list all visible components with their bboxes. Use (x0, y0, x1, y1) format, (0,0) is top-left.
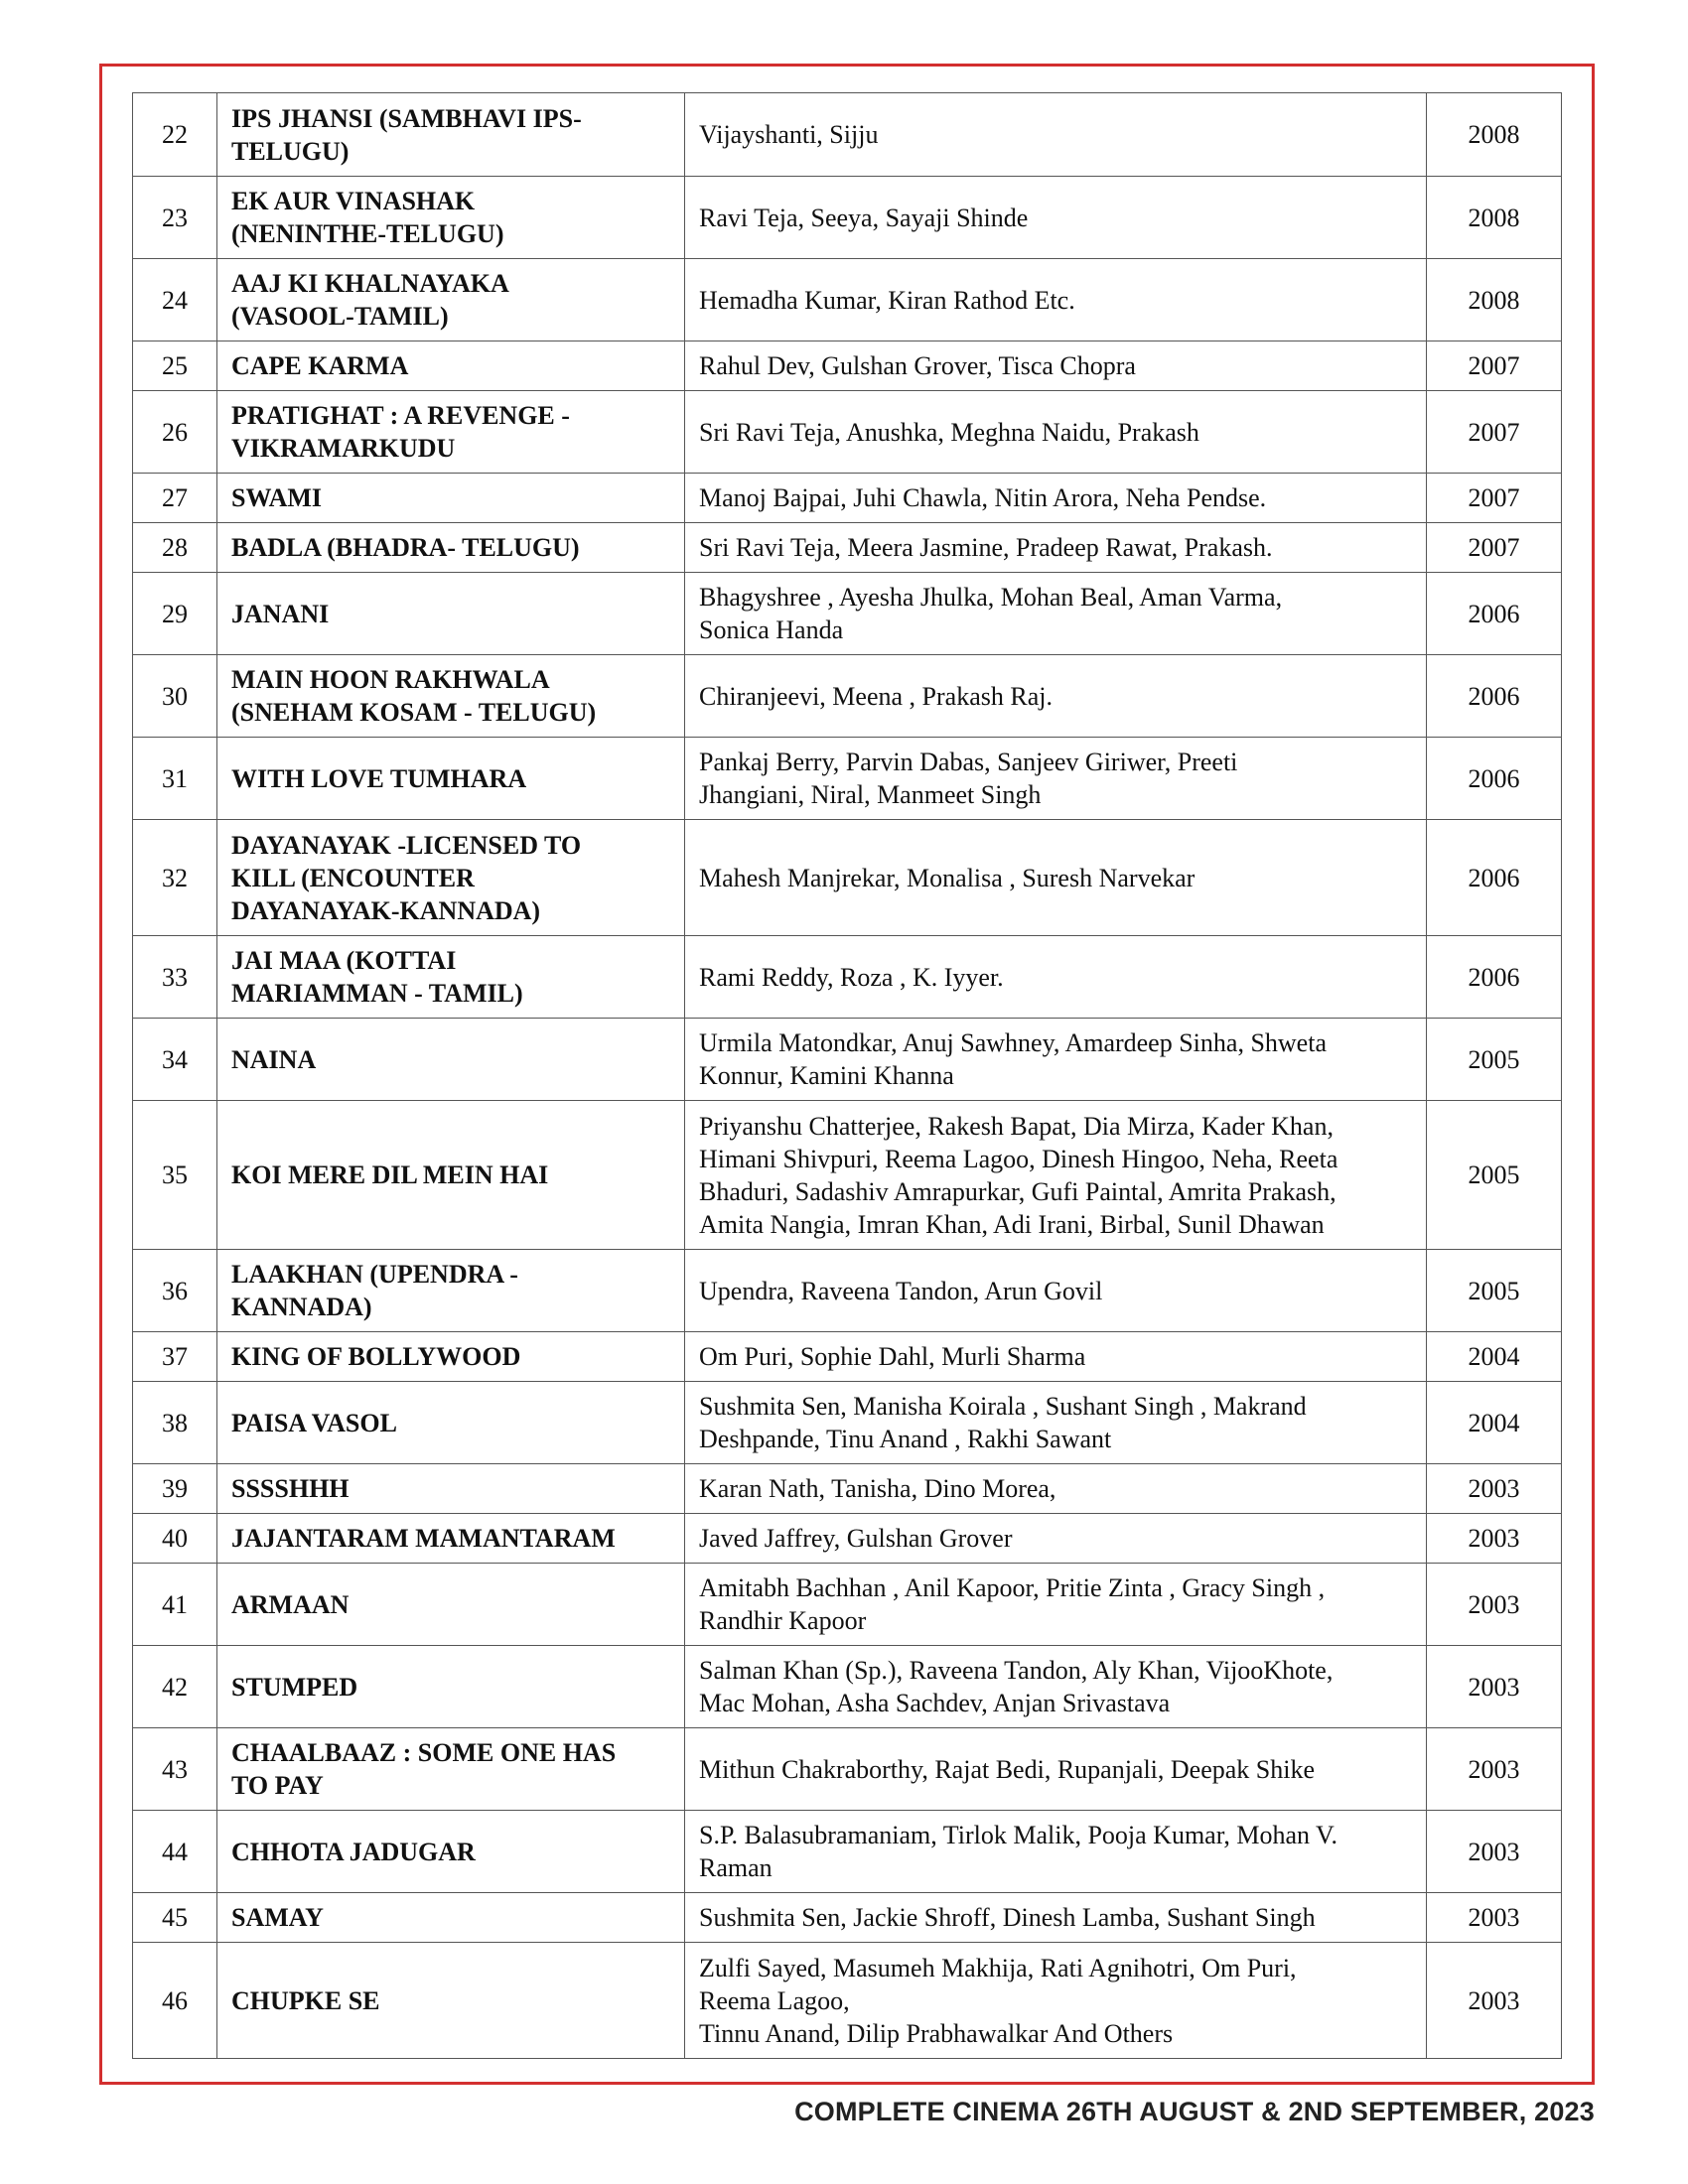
film-cast: Javed Jaffrey, Gulshan Grover (685, 1514, 1427, 1564)
film-title: LAAKHAN (UPENDRA - KANNADA) (217, 1250, 685, 1332)
table-row (133, 1893, 1562, 1943)
film-title: STUMPED (217, 1646, 685, 1728)
release-year: 2003 (1427, 1893, 1562, 1943)
table-row (133, 1646, 1562, 1728)
table-row (133, 573, 1562, 655)
film-title: PAISA VASOL (217, 1382, 685, 1464)
footer-publication: COMPLETE CINEMA 26TH AUGUST & 2ND SEPTEMBER, 2023 (794, 2097, 1595, 2126)
row-number: 43 (133, 1728, 217, 1811)
row-number: 41 (133, 1564, 217, 1646)
film-title: IPS JHANSI (SAMBHAVI IPS- TELUGU) (217, 93, 685, 177)
release-year: 2003 (1427, 1811, 1562, 1893)
table-row (133, 655, 1562, 738)
release-year: 2003 (1427, 1728, 1562, 1811)
table-row (133, 1332, 1562, 1382)
row-number: 42 (133, 1646, 217, 1728)
table-row (133, 1514, 1562, 1564)
table-row (133, 1564, 1562, 1646)
film-cast: Karan Nath, Tanisha, Dino Morea, (685, 1464, 1427, 1514)
film-title: CAPE KARMA (217, 341, 685, 391)
row-number: 39 (133, 1464, 217, 1514)
row-number: 28 (133, 523, 217, 573)
film-cast: Chiranjeevi, Meena , Prakash Raj. (685, 655, 1427, 738)
film-title: AAJ KI KHALNAYAKA (VASOOL-TAMIL) (217, 259, 685, 341)
film-title: WITH LOVE TUMHARA (217, 738, 685, 820)
film-cast: Salman Khan (Sp.), Raveena Tandon, Aly Khan, VijooKhote, Mac Mohan, Asha Sachdev, Anjan Srivastava (685, 1646, 1427, 1728)
table-row (133, 177, 1562, 259)
film-title: CHHOTA JADUGAR (217, 1811, 685, 1893)
row-number: 23 (133, 177, 217, 259)
film-cast: Upendra, Raveena Tandon, Arun Govil (685, 1250, 1427, 1332)
table-row (133, 1728, 1562, 1811)
film-title: JAJANTARAM MAMANTARAM (217, 1514, 685, 1564)
release-year: 2005 (1427, 1101, 1562, 1250)
row-number: 33 (133, 936, 217, 1019)
film-cast: Mahesh Manjrekar, Monalisa , Suresh Narvekar (685, 820, 1427, 936)
film-title: SWAMI (217, 474, 685, 523)
film-title: ARMAAN (217, 1564, 685, 1646)
film-title: KOI MERE DIL MEIN HAI (217, 1101, 685, 1250)
film-title: MAIN HOON RAKHWALA (SNEHAM KOSAM - TELUGU) (217, 655, 685, 738)
film-cast: Sri Ravi Teja, Anushka, Meghna Naidu, Prakash (685, 391, 1427, 474)
row-number: 40 (133, 1514, 217, 1564)
film-cast: Vijayshanti, Sijju (685, 93, 1427, 177)
row-number: 38 (133, 1382, 217, 1464)
row-number: 25 (133, 341, 217, 391)
row-number: 36 (133, 1250, 217, 1332)
table-row (133, 1943, 1562, 2059)
release-year: 2007 (1427, 474, 1562, 523)
release-year: 2007 (1427, 391, 1562, 474)
row-number: 45 (133, 1893, 217, 1943)
film-title: BADLA (BHADRA- TELUGU) (217, 523, 685, 573)
release-year: 2006 (1427, 820, 1562, 936)
table-row (133, 936, 1562, 1019)
film-cast: Priyanshu Chatterjee, Rakesh Bapat, Dia Mirza, Kader Khan, Himani Shivpuri, Reema Lagoo, Dinesh Hingoo, Neha, Reeta Bhaduri, Sadashiv Amrapurkar, Gufi Paintal, Amrita Prakash, Amita Nangia, Imran Khan, Adi Irani, Birbal, Sunil Dhawan (685, 1101, 1427, 1250)
film-cast: Rami Reddy, Roza , K. Iyyer. (685, 936, 1427, 1019)
film-cast: Om Puri, Sophie Dahl, Murli Sharma (685, 1332, 1427, 1382)
film-cast: Pankaj Berry, Parvin Dabas, Sanjeev Giriwer, Preeti Jhangiani, Niral, Manmeet Singh (685, 738, 1427, 820)
table-row (133, 1250, 1562, 1332)
film-cast: Urmila Matondkar, Anuj Sawhney, Amardeep Sinha, Shweta Konnur, Kamini Khanna (685, 1019, 1427, 1101)
release-year: 2003 (1427, 1564, 1562, 1646)
film-title: SAMAY (217, 1893, 685, 1943)
film-title: CHAALBAAZ : SOME ONE HAS TO PAY (217, 1728, 685, 1811)
release-year: 2003 (1427, 1464, 1562, 1514)
film-cast: Sushmita Sen, Manisha Koirala , Sushant Singh , Makrand Deshpande, Tinu Anand , Rakhi Sawant (685, 1382, 1427, 1464)
film-cast: Ravi Teja, Seeya, Sayaji Shinde (685, 177, 1427, 259)
row-number: 30 (133, 655, 217, 738)
row-number: 46 (133, 1943, 217, 2059)
row-number: 24 (133, 259, 217, 341)
row-number: 35 (133, 1101, 217, 1250)
table-row (133, 1464, 1562, 1514)
release-year: 2006 (1427, 738, 1562, 820)
film-title: KING OF BOLLYWOOD (217, 1332, 685, 1382)
row-number: 27 (133, 474, 217, 523)
film-cast: Bhagyshree , Ayesha Jhulka, Mohan Beal, Aman Varma, Sonica Handa (685, 573, 1427, 655)
release-year: 2008 (1427, 93, 1562, 177)
table-row (133, 1019, 1562, 1101)
table-row (133, 391, 1562, 474)
film-cast: Amitabh Bachhan , Anil Kapoor, Pritie Zinta , Gracy Singh , Randhir Kapoor (685, 1564, 1427, 1646)
film-title: EK AUR VINASHAK (NENINTHE-TELUGU) (217, 177, 685, 259)
release-year: 2004 (1427, 1332, 1562, 1382)
film-cast: Sri Ravi Teja, Meera Jasmine, Pradeep Rawat, Prakash. (685, 523, 1427, 573)
table-row (133, 93, 1562, 177)
row-number: 26 (133, 391, 217, 474)
film-cast: Hemadha Kumar, Kiran Rathod Etc. (685, 259, 1427, 341)
film-table-body (133, 93, 1562, 2059)
film-cast: S.P. Balasubramaniam, Tirlok Malik, Pooja Kumar, Mohan V. Raman (685, 1811, 1427, 1893)
film-title: NAINA (217, 1019, 685, 1101)
film-title: JAI MAA (KOTTAI MARIAMMAN - TAMIL) (217, 936, 685, 1019)
film-title: JANANI (217, 573, 685, 655)
row-number: 22 (133, 93, 217, 177)
row-number: 34 (133, 1019, 217, 1101)
release-year: 2005 (1427, 1250, 1562, 1332)
release-year: 2005 (1427, 1019, 1562, 1101)
table-row (133, 1811, 1562, 1893)
release-year: 2003 (1427, 1943, 1562, 2059)
row-number: 44 (133, 1811, 217, 1893)
release-year: 2006 (1427, 936, 1562, 1019)
film-title: PRATIGHAT : A REVENGE - VIKRAMARKUDU (217, 391, 685, 474)
release-year: 2008 (1427, 259, 1562, 341)
row-number: 32 (133, 820, 217, 936)
film-cast: Rahul Dev, Gulshan Grover, Tisca Chopra (685, 341, 1427, 391)
film-title: CHUPKE SE (217, 1943, 685, 2059)
film-cast: Zulfi Sayed, Masumeh Makhija, Rati Agnihotri, Om Puri, Reema Lagoo, Tinnu Anand, Dilip Prabhawalkar And Others (685, 1943, 1427, 2059)
release-year: 2003 (1427, 1646, 1562, 1728)
table-row (133, 1382, 1562, 1464)
row-number: 37 (133, 1332, 217, 1382)
film-title: DAYANAYAK -LICENSED TO KILL (ENCOUNTER DAYANAYAK-KANNADA) (217, 820, 685, 936)
table-row (133, 1101, 1562, 1250)
table-row (133, 820, 1562, 936)
film-cast: Mithun Chakraborthy, Rajat Bedi, Rupanjali, Deepak Shike (685, 1728, 1427, 1811)
film-cast: Manoj Bajpai, Juhi Chawla, Nitin Arora, Neha Pendse. (685, 474, 1427, 523)
table-row (133, 474, 1562, 523)
film-title: SSSSHHH (217, 1464, 685, 1514)
row-number: 31 (133, 738, 217, 820)
release-year: 2006 (1427, 655, 1562, 738)
row-number: 29 (133, 573, 217, 655)
film-table (132, 92, 1562, 2059)
release-year: 2008 (1427, 177, 1562, 259)
release-year: 2007 (1427, 341, 1562, 391)
release-year: 2003 (1427, 1514, 1562, 1564)
film-cast: Sushmita Sen, Jackie Shroff, Dinesh Lamba, Sushant Singh (685, 1893, 1427, 1943)
release-year: 2007 (1427, 523, 1562, 573)
table-row (133, 523, 1562, 573)
release-year: 2006 (1427, 573, 1562, 655)
table-row (133, 738, 1562, 820)
table-row (133, 259, 1562, 341)
release-year: 2004 (1427, 1382, 1562, 1464)
table-row (133, 341, 1562, 391)
